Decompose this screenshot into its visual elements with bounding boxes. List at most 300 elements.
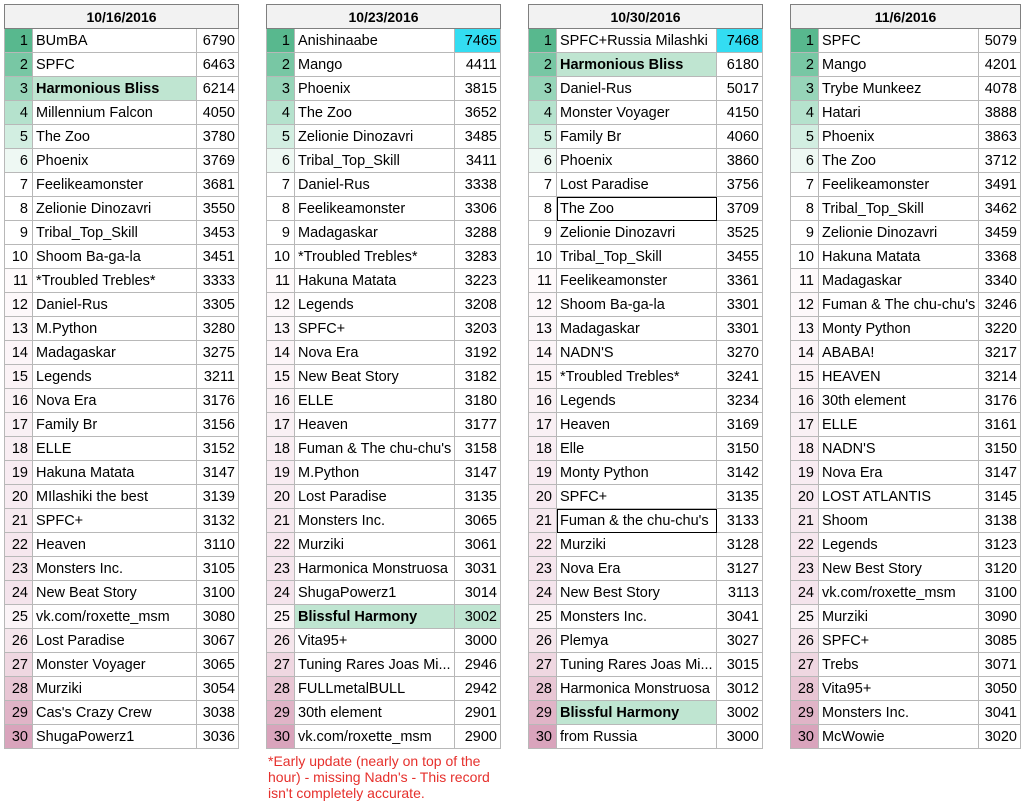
rank-cell: 17 <box>5 413 33 437</box>
score-cell: 2942 <box>455 677 501 701</box>
score-cell: 3462 <box>979 197 1021 221</box>
rank-cell: 22 <box>529 533 557 557</box>
table-row <box>5 365 239 389</box>
team-name-cell: Nova Era <box>557 557 717 581</box>
score-cell: 3061 <box>455 533 501 557</box>
table-row <box>529 245 763 269</box>
table-row <box>267 53 501 77</box>
rank-cell: 18 <box>791 437 819 461</box>
rank-cell: 30 <box>5 725 33 749</box>
score-cell: 3090 <box>979 605 1021 629</box>
score-cell: 3027 <box>717 629 763 653</box>
table-row <box>267 629 501 653</box>
team-name-cell: Madagaskar <box>295 221 455 245</box>
rank-cell: 22 <box>267 533 295 557</box>
table-row <box>267 461 501 485</box>
table-row <box>267 125 501 149</box>
leaderboard-week-1 <box>4 4 239 749</box>
score-cell: 3050 <box>979 677 1021 701</box>
table-row <box>791 653 1021 677</box>
score-cell: 3071 <box>979 653 1021 677</box>
rank-cell: 3 <box>267 77 295 101</box>
score-cell: 3241 <box>717 365 763 389</box>
rank-cell: 4 <box>529 101 557 125</box>
score-cell: 3301 <box>717 293 763 317</box>
score-cell: 3280 <box>197 317 239 341</box>
team-name-cell: Blissful Harmony <box>557 701 717 725</box>
score-cell: 3139 <box>197 485 239 509</box>
table-row <box>791 581 1021 605</box>
score-cell: 3411 <box>455 149 501 173</box>
rank-cell: 30 <box>267 725 295 749</box>
rank-cell: 21 <box>267 509 295 533</box>
table-row <box>529 581 763 605</box>
team-name-cell: Heaven <box>33 533 197 557</box>
team-name-cell: Monty Python <box>819 317 979 341</box>
team-name-cell: *Troubled Trebles* <box>295 245 455 269</box>
team-name-cell: Trybe Munkeez <box>819 77 979 101</box>
rank-cell: 1 <box>5 29 33 53</box>
team-name-cell: The Zoo <box>295 101 455 125</box>
rank-cell: 29 <box>267 701 295 725</box>
rank-cell: 26 <box>5 629 33 653</box>
rank-cell: 1 <box>267 29 295 53</box>
score-cell: 4078 <box>979 77 1021 101</box>
rank-cell: 30 <box>791 725 819 749</box>
table-row <box>529 29 763 53</box>
score-cell: 3712 <box>979 149 1021 173</box>
team-name-cell: Vita95+ <box>819 677 979 701</box>
team-name-cell: Legends <box>557 389 717 413</box>
rank-cell: 29 <box>5 701 33 725</box>
rank-cell: 9 <box>529 221 557 245</box>
score-cell: 3176 <box>197 389 239 413</box>
score-cell: 2900 <box>455 725 501 749</box>
table-row <box>791 29 1021 53</box>
team-name-cell: Tribal_Top_Skill <box>295 149 455 173</box>
table-row <box>791 269 1021 293</box>
score-cell: 4060 <box>717 125 763 149</box>
table-row <box>791 413 1021 437</box>
team-name-cell: Fuman & The chu-chu's <box>819 293 979 317</box>
table-row <box>529 677 763 701</box>
team-name-cell: Zelionie Dinozavri <box>557 221 717 245</box>
rank-cell: 24 <box>5 581 33 605</box>
team-name-cell: Blissful Harmony <box>295 605 455 629</box>
team-name-cell: SPFC+ <box>295 317 455 341</box>
team-name-cell: Cas's Crazy Crew <box>33 701 197 725</box>
team-name-cell: Nova Era <box>295 341 455 365</box>
team-name-cell: Nova Era <box>819 461 979 485</box>
team-name-cell: Mango <box>819 53 979 77</box>
score-cell: 3100 <box>197 581 239 605</box>
table-row <box>791 677 1021 701</box>
leaderboard-week-3 <box>528 4 763 749</box>
rank-cell: 10 <box>529 245 557 269</box>
score-cell: 6180 <box>717 53 763 77</box>
table-row <box>267 605 501 629</box>
team-name-cell: Zelionie Dinozavri <box>33 197 197 221</box>
table-row <box>5 173 239 197</box>
team-name-cell: HEAVEN <box>819 365 979 389</box>
table-row <box>5 317 239 341</box>
rank-cell: 25 <box>5 605 33 629</box>
leaderboard-table <box>528 4 763 749</box>
rank-cell: 10 <box>5 245 33 269</box>
table-row <box>267 197 501 221</box>
score-cell: 3041 <box>717 605 763 629</box>
team-name-cell: New Best Story <box>557 581 717 605</box>
team-name-cell: Plemya <box>557 629 717 653</box>
score-cell: 3361 <box>717 269 763 293</box>
rank-cell: 8 <box>267 197 295 221</box>
week-date-header: 10/30/2016 <box>529 5 763 29</box>
rank-cell: 15 <box>791 365 819 389</box>
rank-cell: 19 <box>5 461 33 485</box>
week-date-header: 11/6/2016 <box>791 5 1021 29</box>
table-row <box>267 509 501 533</box>
score-cell: 3176 <box>979 389 1021 413</box>
table-row <box>529 341 763 365</box>
team-name-cell: Monsters Inc. <box>819 701 979 725</box>
score-cell: 3158 <box>455 437 501 461</box>
rank-cell: 23 <box>791 557 819 581</box>
score-cell: 3135 <box>717 485 763 509</box>
team-name-cell: Shoom Ba-ga-la <box>557 293 717 317</box>
table-row <box>791 509 1021 533</box>
table-row <box>529 629 763 653</box>
rank-cell: 7 <box>529 173 557 197</box>
team-name-cell: The Zoo <box>819 149 979 173</box>
table-row <box>5 269 239 293</box>
score-cell: 4201 <box>979 53 1021 77</box>
rank-cell: 16 <box>5 389 33 413</box>
team-name-cell: Lost Paradise <box>295 485 455 509</box>
rank-cell: 26 <box>529 629 557 653</box>
score-cell: 3652 <box>455 101 501 125</box>
table-row <box>791 341 1021 365</box>
team-name-cell: Madagaskar <box>33 341 197 365</box>
rank-cell: 2 <box>529 53 557 77</box>
score-cell: 3220 <box>979 317 1021 341</box>
table-row <box>5 29 239 53</box>
rank-cell: 11 <box>5 269 33 293</box>
team-name-cell: SPFC+Russia Milashki <box>557 29 717 53</box>
team-name-cell: Fuman & The chu-chu's <box>295 437 455 461</box>
score-cell: 3246 <box>979 293 1021 317</box>
table-row <box>5 605 239 629</box>
rank-cell: 2 <box>5 53 33 77</box>
leaderboard-week-2 <box>266 4 501 749</box>
team-name-cell: Harmonious Bliss <box>557 53 717 77</box>
score-cell: 3156 <box>197 413 239 437</box>
team-name-cell: FULLmetalBULL <box>295 677 455 701</box>
score-cell: 3015 <box>717 653 763 677</box>
table-row <box>267 725 501 749</box>
team-name-cell: Hakuna Matata <box>33 461 197 485</box>
table-row <box>267 173 501 197</box>
score-cell: 3135 <box>455 485 501 509</box>
rank-cell: 13 <box>529 317 557 341</box>
score-cell: 3150 <box>717 437 763 461</box>
rank-cell: 28 <box>791 677 819 701</box>
rank-cell: 14 <box>5 341 33 365</box>
score-cell: 3132 <box>197 509 239 533</box>
score-cell: 7465 <box>455 29 501 53</box>
team-name-cell: Phoenix <box>819 125 979 149</box>
rank-cell: 8 <box>5 197 33 221</box>
rank-cell: 2 <box>267 53 295 77</box>
rank-cell: 29 <box>791 701 819 725</box>
team-name-cell: SPFC+ <box>819 629 979 653</box>
score-cell: 3038 <box>197 701 239 725</box>
table-row <box>267 269 501 293</box>
table-row <box>529 317 763 341</box>
rank-cell: 6 <box>5 149 33 173</box>
rank-cell: 17 <box>529 413 557 437</box>
team-name-cell: Tuning Rares Joas Mi... <box>295 653 455 677</box>
table-row <box>267 557 501 581</box>
score-cell: 6463 <box>197 53 239 77</box>
score-cell: 3451 <box>197 245 239 269</box>
rank-cell: 5 <box>791 125 819 149</box>
rank-cell: 17 <box>267 413 295 437</box>
team-name-cell: Murziki <box>819 605 979 629</box>
table-row <box>5 557 239 581</box>
score-cell: 3459 <box>979 221 1021 245</box>
team-name-cell: M.Python <box>33 317 197 341</box>
team-name-cell: Tribal_Top_Skill <box>33 221 197 245</box>
table-row <box>529 101 763 125</box>
score-cell: 3000 <box>717 725 763 749</box>
table-row <box>529 77 763 101</box>
score-cell: 3120 <box>979 557 1021 581</box>
table-row <box>791 149 1021 173</box>
score-cell: 3368 <box>979 245 1021 269</box>
table-row <box>791 221 1021 245</box>
score-cell: 3142 <box>717 461 763 485</box>
table-row <box>529 701 763 725</box>
rank-cell: 28 <box>529 677 557 701</box>
team-name-cell: New Beat Story <box>33 581 197 605</box>
rank-cell: 12 <box>791 293 819 317</box>
table-row <box>5 341 239 365</box>
team-name-cell: Daniel-Rus <box>557 77 717 101</box>
table-row <box>791 437 1021 461</box>
score-cell: 3208 <box>455 293 501 317</box>
rank-cell: 19 <box>791 461 819 485</box>
rank-cell: 1 <box>791 29 819 53</box>
rank-cell: 7 <box>5 173 33 197</box>
score-cell: 3065 <box>197 653 239 677</box>
score-cell: 3550 <box>197 197 239 221</box>
table-row <box>529 461 763 485</box>
table-row <box>5 485 239 509</box>
rank-cell: 25 <box>529 605 557 629</box>
table-row <box>5 509 239 533</box>
table-row <box>791 125 1021 149</box>
table-row <box>267 389 501 413</box>
score-cell: 3147 <box>455 461 501 485</box>
rank-cell: 30 <box>529 725 557 749</box>
team-name-cell: Tribal_Top_Skill <box>819 197 979 221</box>
table-row <box>5 77 239 101</box>
score-cell: 3000 <box>455 629 501 653</box>
rank-cell: 20 <box>5 485 33 509</box>
team-name-cell: Family Br <box>557 125 717 149</box>
table-row <box>267 437 501 461</box>
rank-cell: 1 <box>529 29 557 53</box>
score-cell: 3161 <box>979 413 1021 437</box>
rank-cell: 8 <box>791 197 819 221</box>
table-row <box>5 533 239 557</box>
rank-cell: 12 <box>267 293 295 317</box>
table-row <box>529 533 763 557</box>
rank-cell: 15 <box>529 365 557 389</box>
table-row <box>791 245 1021 269</box>
team-name-cell: vk.com/roxette_msm <box>819 581 979 605</box>
table-row <box>791 197 1021 221</box>
rank-cell: 3 <box>529 77 557 101</box>
table-row <box>267 101 501 125</box>
rank-cell: 10 <box>267 245 295 269</box>
team-name-cell: Monster Voyager <box>33 653 197 677</box>
team-name-cell: Monster Voyager <box>557 101 717 125</box>
team-name-cell: Hakuna Matata <box>295 269 455 293</box>
score-cell: 2946 <box>455 653 501 677</box>
rank-cell: 6 <box>267 149 295 173</box>
table-row <box>267 533 501 557</box>
score-cell: 3147 <box>979 461 1021 485</box>
rank-cell: 23 <box>5 557 33 581</box>
table-row <box>529 293 763 317</box>
rank-cell: 25 <box>267 605 295 629</box>
team-name-cell: BUmBA <box>33 29 197 53</box>
team-name-cell: Hakuna Matata <box>819 245 979 269</box>
team-name-cell: Harmonica Monstruosa <box>295 557 455 581</box>
score-cell: 3147 <box>197 461 239 485</box>
score-cell: 3306 <box>455 197 501 221</box>
table-row <box>529 197 763 221</box>
score-cell: 3113 <box>717 581 763 605</box>
table-row <box>267 413 501 437</box>
table-row <box>791 317 1021 341</box>
rank-cell: 11 <box>529 269 557 293</box>
score-cell: 3681 <box>197 173 239 197</box>
leaderboard-table <box>266 4 501 749</box>
score-cell: 3305 <box>197 293 239 317</box>
rank-cell: 20 <box>529 485 557 509</box>
score-cell: 3333 <box>197 269 239 293</box>
table-row <box>5 125 239 149</box>
score-cell: 3020 <box>979 725 1021 749</box>
rank-cell: 21 <box>5 509 33 533</box>
score-cell: 3211 <box>197 365 239 389</box>
rank-cell: 27 <box>791 653 819 677</box>
score-cell: 3491 <box>979 173 1021 197</box>
team-name-cell: Murziki <box>557 533 717 557</box>
table-row <box>529 149 763 173</box>
score-cell: 3217 <box>979 341 1021 365</box>
score-cell: 3270 <box>717 341 763 365</box>
team-name-cell: M.Python <box>295 461 455 485</box>
team-name-cell: Hatari <box>819 101 979 125</box>
score-cell: 3234 <box>717 389 763 413</box>
team-name-cell: Fuman & the chu-chu's <box>557 509 717 533</box>
score-cell: 3080 <box>197 605 239 629</box>
table-row <box>267 317 501 341</box>
table-row <box>5 701 239 725</box>
score-cell: 6214 <box>197 77 239 101</box>
rank-cell: 13 <box>5 317 33 341</box>
team-name-cell: Murziki <box>33 677 197 701</box>
table-row <box>791 293 1021 317</box>
early-update-note: *Early update (nearly on top of the hour) - missing Nadn's - This record isn't completely accurate. <box>268 753 490 801</box>
rank-cell: 15 <box>5 365 33 389</box>
rank-cell: 7 <box>791 173 819 197</box>
rank-cell: 28 <box>267 677 295 701</box>
table-row <box>529 485 763 509</box>
rank-cell: 27 <box>5 653 33 677</box>
score-cell: 3105 <box>197 557 239 581</box>
score-cell: 6790 <box>197 29 239 53</box>
score-cell: 3145 <box>979 485 1021 509</box>
rank-cell: 5 <box>529 125 557 149</box>
leaderboard-week-4 <box>790 4 1021 749</box>
table-row <box>529 653 763 677</box>
score-cell: 3485 <box>455 125 501 149</box>
rank-cell: 25 <box>791 605 819 629</box>
rank-cell: 9 <box>791 221 819 245</box>
table-row <box>267 245 501 269</box>
rank-cell: 5 <box>267 125 295 149</box>
rank-cell: 9 <box>267 221 295 245</box>
team-name-cell: Millennium Falcon <box>33 101 197 125</box>
team-name-cell: Legends <box>819 533 979 557</box>
rank-cell: 21 <box>529 509 557 533</box>
table-row <box>267 293 501 317</box>
team-name-cell: Mango <box>295 53 455 77</box>
team-name-cell: Heaven <box>557 413 717 437</box>
rank-cell: 21 <box>791 509 819 533</box>
table-row <box>791 725 1021 749</box>
table-row <box>529 509 763 533</box>
table-row <box>791 365 1021 389</box>
score-cell: 4050 <box>197 101 239 125</box>
score-cell: 3223 <box>455 269 501 293</box>
team-name-cell: Monsters Inc. <box>557 605 717 629</box>
team-name-cell: Murziki <box>295 533 455 557</box>
score-cell: 3085 <box>979 629 1021 653</box>
score-cell: 3100 <box>979 581 1021 605</box>
team-name-cell: Anishinaabe <box>295 29 455 53</box>
table-row <box>267 77 501 101</box>
rank-cell: 16 <box>791 389 819 413</box>
score-cell: 3815 <box>455 77 501 101</box>
rank-cell: 18 <box>529 437 557 461</box>
team-name-cell: NADN'S <box>819 437 979 461</box>
team-name-cell: Harmonica Monstruosa <box>557 677 717 701</box>
team-name-cell: SPFC <box>33 53 197 77</box>
score-cell: 3110 <box>197 533 239 557</box>
table-row <box>5 53 239 77</box>
score-cell: 3769 <box>197 149 239 173</box>
team-name-cell: Phoenix <box>33 149 197 173</box>
rank-cell: 26 <box>267 629 295 653</box>
score-cell: 3177 <box>455 413 501 437</box>
score-cell: 3525 <box>717 221 763 245</box>
rank-cell: 17 <box>791 413 819 437</box>
